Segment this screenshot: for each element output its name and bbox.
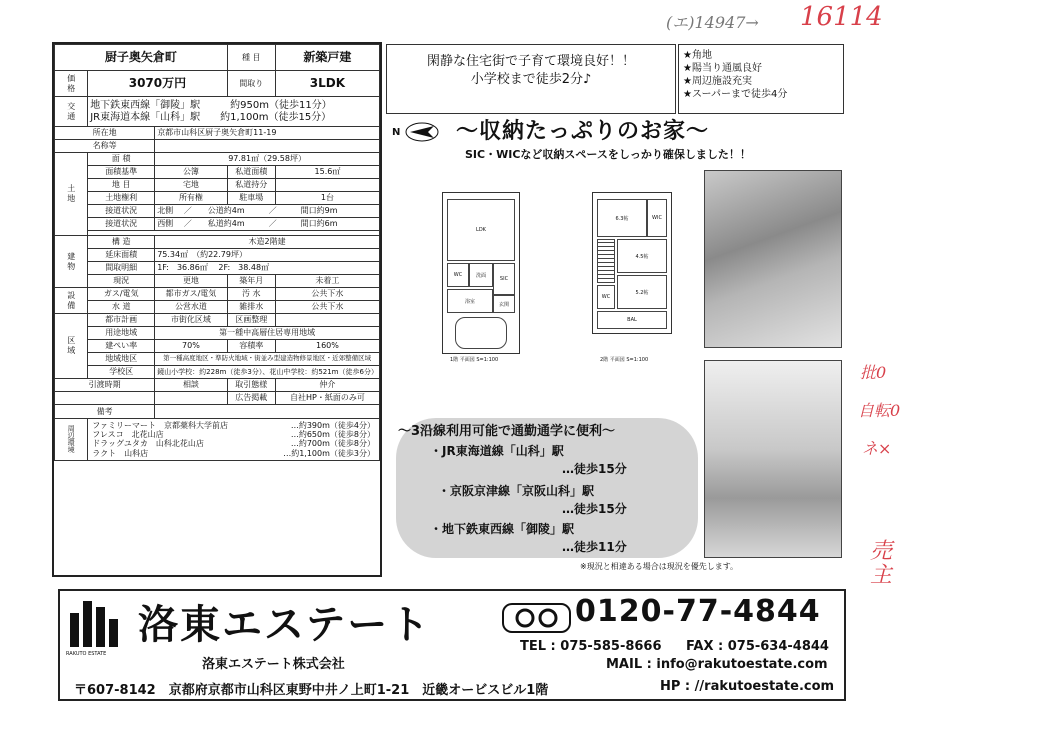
built-value: 未着工	[275, 275, 379, 288]
district-label: 地域地区	[88, 353, 155, 366]
plan-caption: 2階 平面図 S=1:100	[600, 357, 649, 363]
city-plan-value: 市街化区域	[155, 314, 228, 327]
coverage-value: 70%	[155, 340, 228, 353]
far-value: 160%	[275, 340, 379, 353]
env-name: ラクト 山科店	[92, 448, 149, 458]
company-name: 洛東エステート	[138, 601, 432, 648]
name-label: 名称等	[55, 140, 155, 153]
env-name: ファミリーマート 京都薬科大学前店	[92, 421, 229, 430]
plan-room: 5.2帖	[617, 275, 667, 309]
company-logo-icon	[70, 601, 118, 647]
area-std-value: 公簿	[155, 166, 228, 179]
sewage-label: 汚 水	[227, 288, 275, 301]
north-label: N	[392, 126, 401, 138]
structure-value: 木造2階建	[155, 236, 380, 249]
private-road-value: 15.6㎡	[275, 166, 379, 179]
env-distance: …約1,100m（徒歩3分）	[283, 448, 375, 458]
address-label: 所在地	[55, 127, 155, 140]
area-label: 面 積	[88, 153, 155, 166]
headline-box	[386, 44, 676, 114]
zoning-label: 区画整理	[227, 314, 275, 327]
drain-value: 公共下水	[275, 301, 379, 314]
banner-subtitle: SIC・WICなど収納スペースをしっかり確保しました！！	[465, 148, 751, 161]
route-line: ・JR東海道線「山科」駅	[430, 444, 564, 458]
structure-label: 構 造	[88, 236, 155, 249]
transport-label: 交通	[55, 97, 88, 127]
land-label: 土地	[55, 153, 88, 236]
company-hp: HP : //rakutoestate.com	[660, 679, 835, 694]
road-value: 西側 ／ 私道約4m ／ 間口約6m	[155, 218, 380, 231]
parking-value: 1台	[275, 192, 379, 205]
district-value: 第一種高度地区・準防火地域・街並み型建造物修景地区・近郊整備区域	[155, 353, 380, 366]
floor-plan-2f	[592, 192, 672, 334]
handover-label: 引渡時期	[55, 379, 155, 392]
sewage-value: 公共下水	[275, 288, 379, 301]
area-std-label: 面積基準	[88, 166, 155, 179]
drain-label: 雑排水	[227, 301, 275, 314]
plan-room: 4.5帖	[617, 239, 667, 273]
category-value: 宅地	[155, 179, 228, 192]
built-label: 築年月	[227, 275, 275, 288]
water-label: 水 道	[88, 301, 155, 314]
area-value: 97.81㎡（29.58坪）	[155, 153, 380, 166]
feature-item: ★角地	[683, 50, 712, 61]
handwritten-id: (エ)14947→	[666, 13, 759, 32]
handwritten-note: 自転0	[858, 401, 901, 420]
plan-room: 洗面	[469, 263, 493, 287]
company-fax: FAX : 075-634-4844	[686, 639, 829, 654]
headline-line: 閑静な住宅街で子育て環境良好！！	[426, 54, 635, 69]
private-share-label: 私道持分	[227, 179, 275, 192]
env-distance: …約650m（徒歩8分）	[290, 430, 375, 440]
type-value: 新築戸建	[275, 45, 379, 71]
town-name: 厨子奥矢倉町	[55, 45, 228, 71]
use-value: 第一種中高層住居専用地域	[155, 327, 380, 340]
parking-label: 駐車場	[227, 192, 275, 205]
floor-area-value: 75.34㎡ （約22.79坪）	[155, 249, 380, 262]
stairs-icon	[597, 239, 615, 283]
company-address: 〒607-8142 京都府京都市山科区東野中井ノ上町1-21 近畿オービスビル1階	[74, 683, 549, 698]
env-distance: …約700m（徒歩8分）	[290, 439, 375, 449]
layout-value: 3LDK	[275, 71, 379, 97]
disclaimer-note: ※現況と相違ある場合は現況を優先します。	[580, 562, 739, 571]
handwritten-seller: 売主	[870, 539, 893, 588]
building-label: 建物	[55, 236, 88, 288]
plan-room: 玄関	[493, 295, 515, 313]
road-label: 接道状況	[88, 205, 155, 218]
land-right-label: 土地権利	[88, 192, 155, 205]
routes-title: 〜3沿線利用可能で通勤通学に便利〜	[398, 424, 616, 439]
compass-icon	[404, 122, 440, 142]
env-name: フレスコ 北花山店	[92, 430, 164, 440]
company-legal-name: 洛東エステート株式会社	[202, 657, 345, 672]
handwritten-note: ネ×	[862, 439, 892, 458]
category-label: 地 目	[88, 179, 155, 192]
freedial-icon	[502, 603, 571, 633]
handwritten-number: 16114	[800, 2, 883, 32]
company-footer	[58, 589, 846, 701]
freedial-number: 0120-77-4844	[575, 594, 821, 629]
ad-value: 自社HP・紙面のみ可	[275, 392, 379, 405]
route-line: ・地下鉄東西線「御陵」駅	[430, 522, 575, 536]
floor-detail-label: 間取明細	[88, 262, 155, 275]
layout-label: 間取り	[227, 71, 275, 97]
city-plan-label: 都市計画	[88, 314, 155, 327]
environment-label: 周辺環境	[55, 419, 88, 461]
north-arrow	[392, 122, 440, 142]
private-road-label: 私道面積	[227, 166, 275, 179]
company-tel: TEL : 075-585-8666	[520, 639, 662, 654]
road-label: 接道状況	[88, 218, 155, 231]
gas-value: 都市ガス/電気	[155, 288, 228, 301]
school-value: 鏡山小学校：約228m（徒歩3分）、花山中学校：約521m（徒歩6分）	[155, 366, 380, 379]
school-label: 学校区	[88, 366, 155, 379]
headline-line: 小学校まで徒歩2分♪	[470, 72, 592, 87]
transport-line: JR東海道本線「山科」駅 約1,100m（徒歩15分）	[90, 111, 332, 123]
route-walk: …徒歩11分	[562, 540, 627, 554]
land-right-value: 所有権	[155, 192, 228, 205]
handwritten-note: 批0	[860, 363, 887, 382]
price-label: 価格	[55, 71, 88, 97]
water-value: 公営水道	[155, 301, 228, 314]
far-label: 容積率	[227, 340, 275, 353]
coverage-label: 建ぺい率	[88, 340, 155, 353]
feature-item: ★スーパーまで徒歩4分	[683, 89, 788, 100]
car-icon	[455, 317, 507, 349]
route-walk: …徒歩15分	[562, 502, 627, 516]
plan-room: LDK	[447, 199, 515, 261]
floor-plan-1f	[442, 192, 520, 354]
route-walk: …徒歩15分	[562, 462, 627, 476]
floor-area-label: 延床面積	[88, 249, 155, 262]
type-label: 種 目	[227, 45, 275, 71]
env-distance: …約390m（徒歩4分）	[290, 421, 375, 430]
ad-label: 広告掲載	[227, 392, 275, 405]
env-name: ドラッグユタカ 山科北花山店	[92, 439, 204, 449]
route-line: ・京阪京津線「京阪山科」駅	[438, 484, 595, 498]
deal-value: 仲介	[275, 379, 379, 392]
banner-title: 〜収納たっぷりのお家〜	[456, 119, 710, 144]
features-box	[678, 44, 844, 114]
deal-label: 取引態様	[227, 379, 275, 392]
floor-detail-value: 1F: 36.86㎡ 2F: 38.48㎡	[155, 262, 380, 275]
road-value: 北側 ／ 公道約4m ／ 間口約9m	[155, 205, 380, 218]
logo-caption: RAKUTO ESTATE	[66, 651, 107, 657]
street-photo	[704, 170, 842, 348]
remarks-label: 備考	[55, 405, 155, 419]
site-photo	[704, 360, 842, 558]
plan-room: 6.3帖	[597, 199, 647, 237]
use-label: 用途地域	[88, 327, 155, 340]
feature-item: ★陽当り通風良好	[683, 63, 762, 74]
status-value: 更地	[155, 275, 228, 288]
transport-line: 地下鉄東西線「御陵」駅 約950m（徒歩11分）	[90, 100, 332, 111]
plan-room: WC	[447, 263, 469, 287]
company-mail: MAIL : info@rakutoestate.com	[606, 657, 828, 672]
plan-room: WC	[597, 285, 615, 309]
price-value: 3070万円	[88, 71, 228, 97]
plan-room: WIC	[647, 199, 667, 237]
facility-label: 設備	[55, 288, 88, 314]
property-info-table	[52, 42, 382, 577]
handover-value: 相談	[155, 379, 228, 392]
address-value: 京都市山科区厨子奥矢倉町11-19	[155, 127, 380, 140]
plan-room: 浴室	[447, 289, 493, 313]
plan-caption: 1階 平面図 S=1:100	[450, 357, 499, 363]
gas-label: ガス/電気	[88, 288, 155, 301]
plan-room: SIC	[493, 263, 515, 295]
feature-item: ★周辺施設充実	[683, 76, 752, 87]
plan-room: BAL	[597, 311, 667, 329]
status-label: 現況	[88, 275, 155, 288]
zone-label: 区域	[55, 314, 88, 379]
